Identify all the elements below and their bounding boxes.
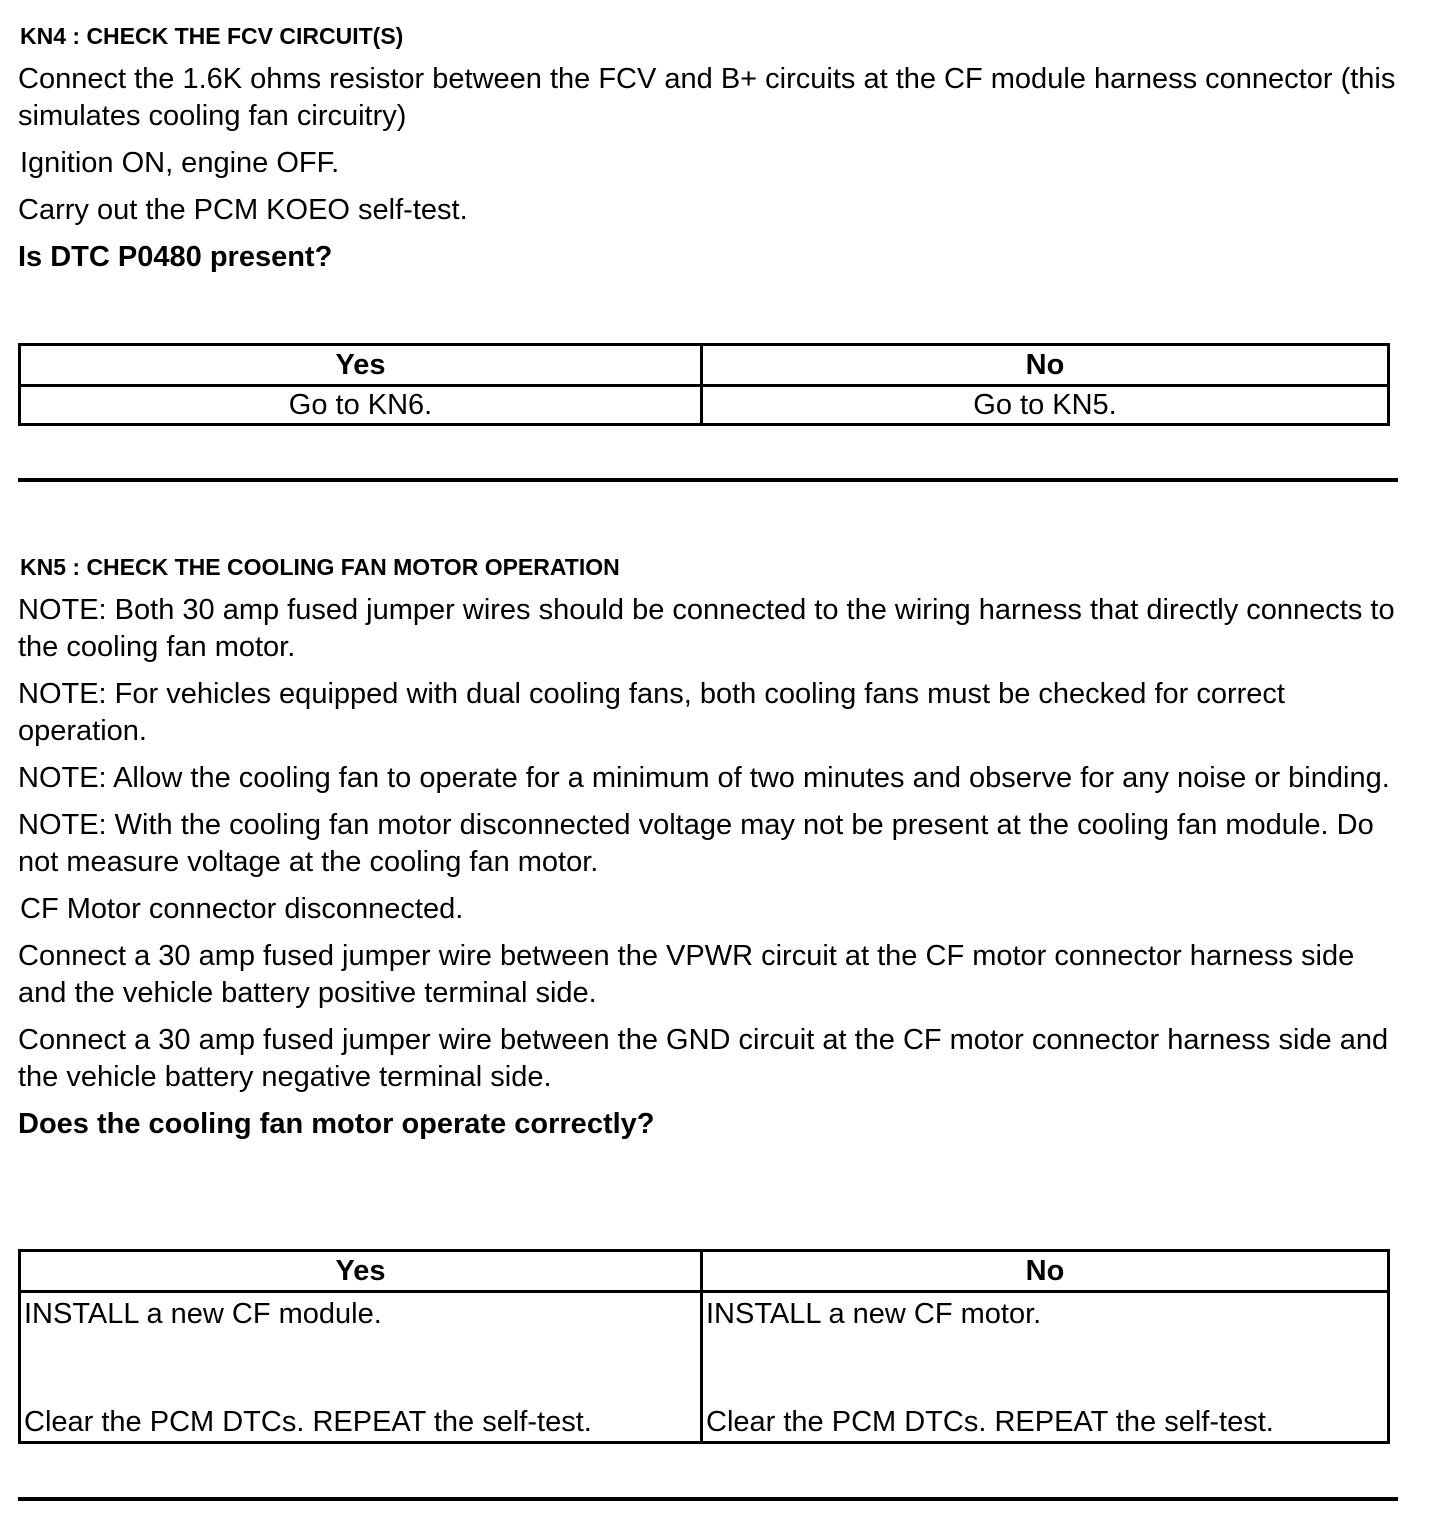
kn4-result-table <box>18 343 1390 426</box>
kn4-step-2: Ignition ON, engine OFF. <box>20 147 340 179</box>
kn5-note-4: NOTE: With the cooling fan motor disconnected voltage may not be present at the cooling fan module. Do not measure voltage at the cooling fan motor. <box>18 809 1374 878</box>
kn5-step-connector: CF Motor connector disconnected. <box>20 893 464 925</box>
kn5-heading: KN5 : CHECK THE COOLING FAN MOTOR OPERATION <box>20 554 620 580</box>
kn4-yes-header: Yes <box>20 345 702 386</box>
kn5-no-action-install: INSTALL a new CF motor. <box>706 1298 1042 1330</box>
kn5-yes-action-install: INSTALL a new CF module. <box>24 1298 382 1330</box>
kn4-section <box>18 21 1398 286</box>
kn5-step-gnd: Connect a 30 amp fused jumper wire between the GND circuit at the CF motor connector harness side and the vehicle battery negative terminal side. <box>18 1024 1389 1093</box>
kn4-no-action: Go to KN5. <box>702 386 1389 425</box>
kn5-question: Does the cooling fan motor operate correctly? <box>18 1108 655 1140</box>
kn5-note-3: NOTE: Allow the cooling fan to operate for a minimum of two minutes and observe for any noise or binding. <box>18 762 1390 794</box>
kn5-section <box>18 552 1398 1153</box>
kn5-no-action-cell <box>702 1292 1389 1443</box>
kn4-step-1: Connect the 1.6K ohms resistor between the FCV and B+ circuits at the CF module harness connector (this simulates cooling fan circuitry) <box>18 63 1396 132</box>
kn5-note-1: NOTE: Both 30 amp fused jumper wires should be connected to the wiring harness that directly connects to the cooling fan motor. <box>18 594 1395 663</box>
kn5-yes-action-clear: Clear the PCM DTCs. REPEAT the self-test. <box>24 1406 592 1438</box>
kn4-no-header: No <box>702 345 1389 386</box>
kn4-question: Is DTC P0480 present? <box>18 241 333 273</box>
kn5-yes-action-cell <box>20 1292 702 1443</box>
kn4-heading: KN4 : CHECK THE FCV CIRCUIT(S) <box>20 23 404 49</box>
section-divider-1 <box>18 478 1398 482</box>
kn5-step-vpwr: Connect a 30 amp fused jumper wire between the VPWR circuit at the CF motor connector harness side and the vehicle battery positive terminal side. <box>18 940 1355 1009</box>
kn5-no-header: No <box>702 1251 1389 1292</box>
kn5-no-action-clear: Clear the PCM DTCs. REPEAT the self-test. <box>706 1406 1274 1438</box>
kn4-step-3: Carry out the PCM KOEO self-test. <box>18 194 468 226</box>
kn5-result-table <box>18 1249 1390 1444</box>
section-divider-2 <box>18 1497 1398 1501</box>
kn5-note-2: NOTE: For vehicles equipped with dual cooling fans, both cooling fans must be checked for correct operation. <box>18 678 1285 747</box>
kn5-yes-header: Yes <box>20 1251 702 1292</box>
kn4-yes-action: Go to KN6. <box>20 386 702 425</box>
